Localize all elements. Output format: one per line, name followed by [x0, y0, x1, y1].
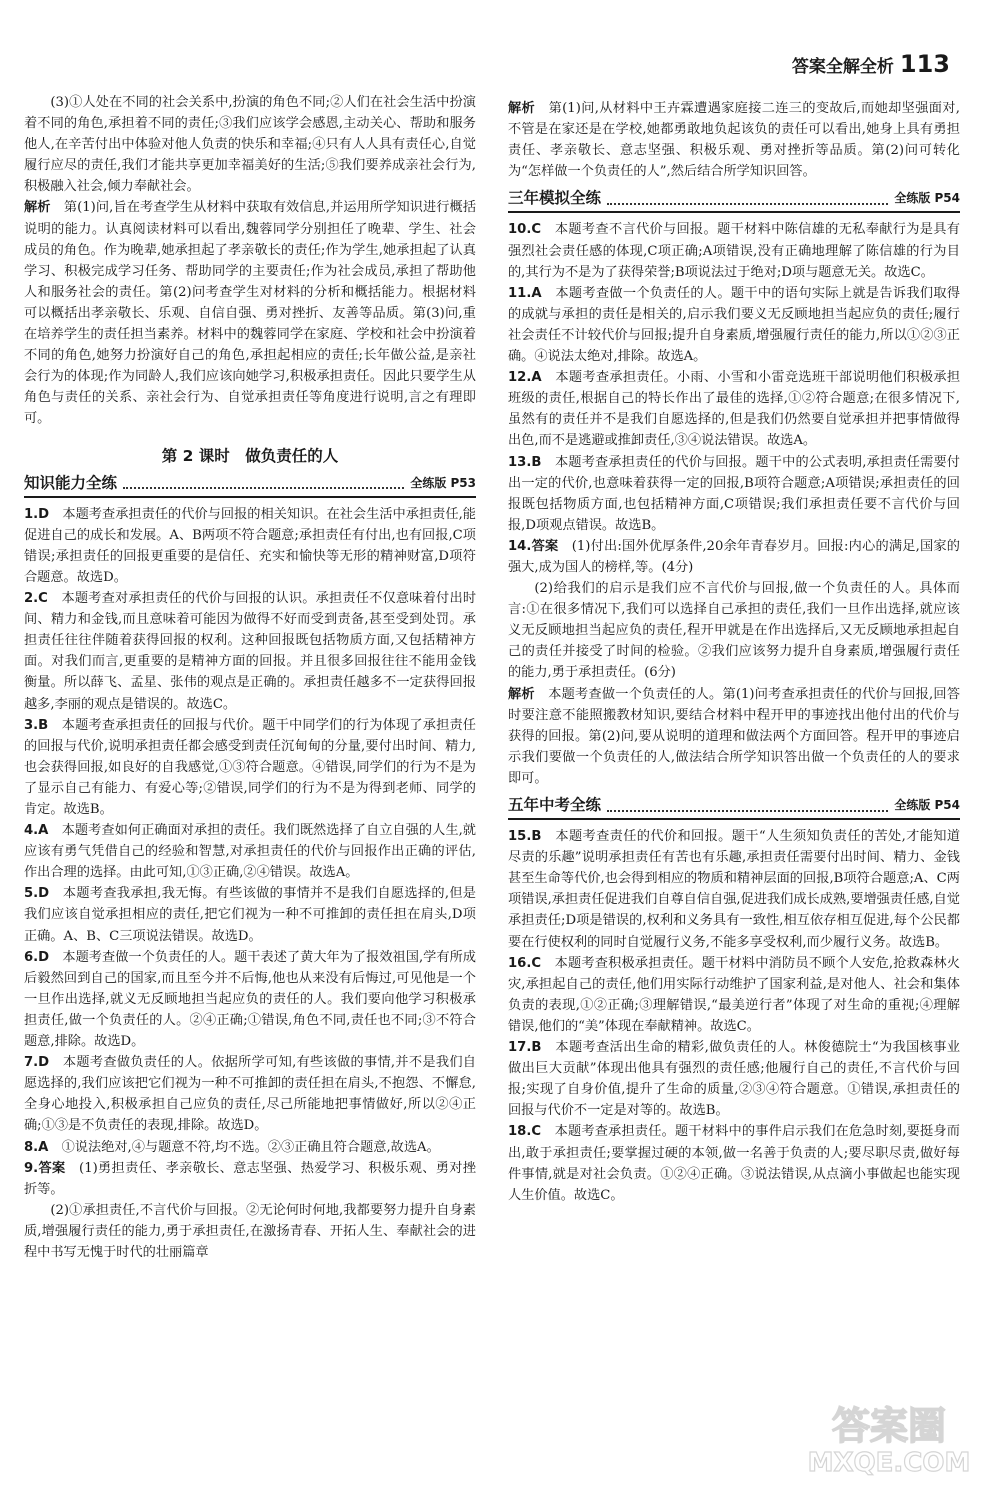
section-name: 三年模拟全练 — [508, 189, 602, 208]
answer-item — [24, 883, 476, 946]
section-ref: 全练版 P54 — [894, 798, 960, 812]
answer-item — [508, 367, 960, 451]
analysis-paragraph — [24, 197, 476, 429]
answer-item — [508, 953, 960, 1037]
answer-text: 本题考查我承担,我无悔。有些该做的事情并不是我们自愿选择的,但是我们应该自觉承担相应的责任,把它们视为一种不可推卸的责任担在肩头,D项正确。A、B、C三项说法错误。故选D。 — [24, 886, 476, 944]
section-header-three-year — [508, 188, 960, 213]
answer-label: 7.D — [24, 1055, 50, 1071]
answer-label: 16.C — [508, 955, 542, 971]
section-header-five-year — [508, 795, 960, 820]
answer-text: 本题考查不言代价与回报。题干材料中陈信雄的无私奉献行为是具有强烈社会责任感的体现,C项正确;A项错误,没有正确地理解了陈信雄的行为目的,其行为不是为了获得荣誉;B项说法过于绝对;D项与题意无关。故选C。 — [508, 222, 960, 280]
answer-item — [508, 452, 960, 536]
answer-item — [24, 820, 476, 883]
answer-label: 4.A — [24, 823, 49, 839]
answer-label: 17.B — [508, 1040, 542, 1056]
watermark-text-en: MXQE.COM — [807, 1448, 971, 1477]
answer-text: 本题考查做一个负责任的人。题干中的语句实际上就是告诉我们取得的成就与承担的责任是相关的,启示我们要义无反顾地担当起应负的责任;履行社会责任不计较代价与回报;提升自身素质,增强履行责任的能力,所以①②③正确。④说法太绝对,排除。故选A。 — [508, 285, 961, 365]
section-ref: 全练版 P54 — [894, 191, 960, 206]
analysis-text: 本题考查做一个负责任的人。第(1)问考查承担责任的代价与回报,回答时要注意不能照搬教材知识,要结合材料中程开甲的事迹找出他付出的代价与获得的回报。第(2)问,要从说明的道理和做法两个方面回答。程开甲的事迹启示我们要做一个负责任的人,做法结合所学知识答出做一个负责任的人的要求即可。 — [508, 686, 961, 786]
answer-item — [508, 283, 960, 367]
intro-paragraph: (3)①人处在不同的社会关系中,扮演的角色不同;②人们在社会生活中扮演着不同的角色,承担着不同的责任;③我们应该学会感恩,主动关心、帮助和服务他人,在辛苦付出中体验对他人负责的快乐和幸福;④只有人人具有责任心,自觉履行应尽的责任,我们才能共享更加幸福美好的生活;⑤我们要养成亲社会行为,积极融入社会,倾力奉献社会。 — [24, 95, 476, 195]
section-header-knowledge — [24, 473, 476, 498]
answer-label: 8.A — [24, 1139, 49, 1155]
section-name: 知识能力全练 — [24, 473, 118, 492]
answer-text: 本题考查如何正确面对承担的责任。我们既然选择了自立自强的人生,就应该有勇气凭借自己的经验和智慧,对承担责任的代价与回报作出正确的评估,作出合理的选择。由此可知,①③正确,②④错误。故选A。 — [24, 823, 476, 881]
answer-text: 本题考查承担责任的代价与回报的相关知识。在社会生活中承担责任,能促进自己的成长和发展。A、B两项不符合题意;承担责任有付出,也有回报,C项错误;承担责任的回报更重要的是信任、充实和愉快等无形的精神财富,D项符合题意。故选D。 — [24, 506, 476, 585]
answer-item — [508, 219, 960, 282]
analysis-text: 第(1)问,旨在考查学生从材料中获取有效信息,并运用所学知识进行概括说明的能力。认真阅读材料可以看出,魏蓉同学分别担任了晚辈、学生、社会成员的角色。作为晚辈,她承担起了孝亲敬长的责任;作为学生,她承担起了认真学习、积极完成学习任务、帮助同学的主要责任;作为社会成员,承担了帮助他人和服务社会的责任。第(2)问考查学生对材料的分析和概括能力。根据材料可以概括出孝亲敬长、乐观、自信自强、勇对挫折、友善等品质。第(3)问,重在培养学生的责任担当素养。材料中的魏蓉同学在家庭、学校和社会中扮演着不同的角色,她努力扮演好自己的角色,承担起相应的责任;长年做公益,是亲社会行为的体现;作为同龄人,我们应该向她学习,积极承担责任。因此只要学生从角色与责任的关系、亲社会行为、自觉承担责任等角度进行说明,言之有理即可。 — [24, 200, 477, 427]
answer-label: 9.答案 — [24, 1160, 66, 1176]
answer-text: 本题考查做一个负责任的人。题干表述了黄大年为了报效祖国,学有所成后毅然回到自己的国家,而且至今并不后悔,他也从来没有后悔过,可见他是一个一旦作出选择,就义无反顾地担当起应负的责任的人。我们要向他学习积极承担责任,做一个负责任的人。②④正确;①错误,角色不同,责任也不同;③不符合题意,排除。故选D。 — [24, 949, 476, 1050]
section-ref: 全练版 P53 — [410, 475, 476, 490]
page-header — [792, 50, 950, 78]
answer-label: 13.B — [508, 454, 542, 470]
section-divider — [123, 477, 404, 489]
answer-label: 6.D — [24, 949, 50, 965]
answer-item — [24, 715, 476, 820]
section-name: 五年中考全练 — [508, 796, 602, 814]
answer-text: 本题考查活出生命的精彩,做负责任的人。林俊德院士“为我国核事业做出巨大贡献”体现出他具有强烈的责任感;他履行自己的责任,不言代价与回报;实现了自身价值,提升了生命的质量,②③④符合题意。①错误,承担责任的回报与代价不一定是对等的。故选B。 — [508, 1040, 961, 1119]
analysis-label: 解析 — [508, 101, 536, 116]
watermark-logo — [794, 1397, 984, 1477]
answer-label: 1.D — [24, 506, 50, 522]
page-number: 113 — [899, 50, 950, 78]
answer-item — [24, 504, 476, 588]
answer-label: 14.答案 — [508, 538, 559, 554]
answer-text: 本题考查承担责任的回报与代价。题干中同学们的行为体现了承担责任的回报与代价,说明承担责任都会感受到责任沉甸甸的分量,要付出时间、精力,也会获得回报,如良好的自我感觉,①③符合题意。④错误,同学们的行为不是为了显示自己有能力、有爱心等;②错误,同学们的行为不是为得到老师、同学的肯定。故选B。 — [24, 717, 476, 817]
answer-label: 5.D — [24, 886, 50, 902]
answer-label: 11.A — [508, 285, 542, 301]
answer-label: 3.B — [24, 717, 49, 733]
answer-item — [508, 1037, 960, 1121]
answer-label: 15.B — [508, 829, 542, 845]
analysis-paragraph-14 — [508, 684, 960, 789]
answer-label: 18.C — [508, 1124, 542, 1140]
answer-text: 本题考查对承担责任的代价与回报的认识。承担责任不仅意味着付出时间、精力和金钱,而且意味着可能因为做得不好而受到责备,甚至受到处罚。承担责任往往伴随着获得回报的权利。这种回报既包括物质方面,又包括精神方面。对我们而言,更重要的是精神方面的回报。并且很多回报往往不能用金钱衡量。所以薛飞、孟星、张伟的观点是正确的。承担责任越多不一定获得回报越多,李丽的观点是错误的。故选C。 — [24, 591, 477, 712]
analysis-label: 解析 — [508, 686, 535, 702]
answer-text: 本题考查承担责任的代价与回报。题干中的公式表明,承担责任需要付出一定的代价,也意味着获得一定的回报,B项符合题意;A项错误;承担责任的回报既包括物质方面,也包括精神方面,C项错误;我们承担责任要不言代价与回报,D项观点错误。故选B。 — [508, 454, 960, 533]
answer-text: (1)勇担责任、孝亲敬长、意志坚强、热爱学习、积极乐观、勇对挫折等。 — [24, 1160, 476, 1197]
answer-text: 本题考查责任的代价和回报。题干“人生须知负责任的苦处,才能知道尽责的乐趣”说明承担责任有苦也有乐趣,承担责任需要付出时间、精力、金钱甚至生命等代价,也会得到相应的物质和精神层面的回报,B项符合题意;A、C两项错误,承担责任促进我们自尊自信自强,促进我们成长成熟,要增强责任感,自觉承担责任;D项是错误的,权利和义务具有一致性,相互依存相互促进,每个公民都要在行使权利的同时自觉履行义务,不能多享受权利,而少履行义务。故选B。 — [508, 829, 961, 950]
header-title: 答案全解全析 — [791, 57, 894, 77]
answer-item-14 — [508, 536, 960, 578]
answer-label: 2.C — [24, 591, 48, 607]
answer-text: (1)付出:国外优厚条件,20余年青春岁月。回报:内心的满足,国家的强大,成为国人的榜样,等。(4分) — [508, 538, 960, 575]
answer-item-9-part2: (2)①承担责任,不言代价与回报。②无论何时何地,我都要努力提升自身素质,增强履行责任的能力,勇于承担责任,在激扬青春、开拓人生、奉献社会的进程中书写无愧于时代的壮丽篇章 — [24, 1202, 476, 1260]
answer-label: 10.C — [508, 222, 542, 238]
answer-item — [24, 588, 476, 715]
answer-text: ①说法绝对,④与题意不符,均不选。②③正确且符合题意,故选A。 — [61, 1139, 440, 1155]
analysis-text: 第(1)问,从材料中王卉霖遭遇家庭接二连三的变故后,而她却坚强面对,不管是在家还是在学校,她都勇敢地负起该负的责任可以看出,她身上具有勇担责任、孝亲敬长、意志坚强、积极乐观、勇对挫折等品质。第(2)问可转化为“怎样做一个负责任的人”,然后结合所学知识回答。 — [508, 101, 960, 180]
answer-text: 本题考查承担责任。题干材料中的事件启示我们在危急时刻,要挺身而出,敢于承担责任;要掌握过硬的本领,做一名善于负责的人;要尽职尽责,做好每件事情,就是对社会负责。①②④正确。③说法错误,从点滴小事做起也能实现人生价值。故选C。 — [508, 1124, 960, 1203]
answer-item — [508, 826, 960, 953]
answer-text: 本题考查积极承担责任。题干材料中消防员不顾个人安危,抢救森林火灾,承担起自己的责任,他们用实际行动维护了国家利益,是对他人、社会和集体负责的表现,①②正确;③理解错误,“最美逆行者”体现了对生命的重视;④理解错误,他们的“美”体现在奉献精神。故选C。 — [508, 955, 960, 1034]
watermark-text-cn: 答案圈 — [831, 1404, 947, 1448]
section-divider — [607, 800, 888, 812]
answer-label: 12.A — [508, 370, 542, 386]
answer-item — [24, 947, 476, 1052]
lesson-title: 第 2 课时 做负责任的人 — [161, 446, 339, 465]
left-column — [24, 92, 476, 1263]
right-column — [508, 98, 960, 1206]
answer-item — [24, 1137, 476, 1158]
analysis-paragraph-9 — [508, 98, 960, 182]
answer-item — [24, 1052, 476, 1136]
answer-item-14-part2: (2)给我们的启示是我们应不言代价与回报,做一个负责任的人。具体而言:①在很多情况下,我们可以选择自己承担的责任,我们一旦作出选择,就应该义无反顾地担当起应负的责任,程开甲就是在作出选择后,又无反顾地承担起自己的责任并接受了时间的检验。②我们应该努力提升自身素质,增强履行责任的能力,勇于承担责任。(6分) — [508, 581, 960, 681]
analysis-label: 解析 — [24, 200, 51, 216]
answer-text: 本题考查承担责任。小雨、小雪和小雷竞选班干部说明他们积极承担班级的责任,根据自己的特长作出了最佳的选择,①②符合题意;在很多情况下,虽然有的责任并不是我们自愿选择的,但是我们仍然要自觉承担并把事情做得出色,而不是逃避或推卸责任,③④说法错误。故选A。 — [508, 370, 961, 449]
answer-item — [508, 1121, 960, 1205]
section-divider — [607, 193, 888, 205]
answer-item-9 — [24, 1158, 476, 1200]
answer-text: 本题考查做负责任的人。依据所学可知,有些该做的事情,并不是我们自愿选择的,我们应该把它们视为一种不可推卸的责任担在肩头,不抱怨、不懈怠,全身心地投入,积极承担自己应负的责任,尽己所能地把事情做好,所以②④正确;①③是不负责任的表现,排除。故选D。 — [24, 1055, 476, 1134]
